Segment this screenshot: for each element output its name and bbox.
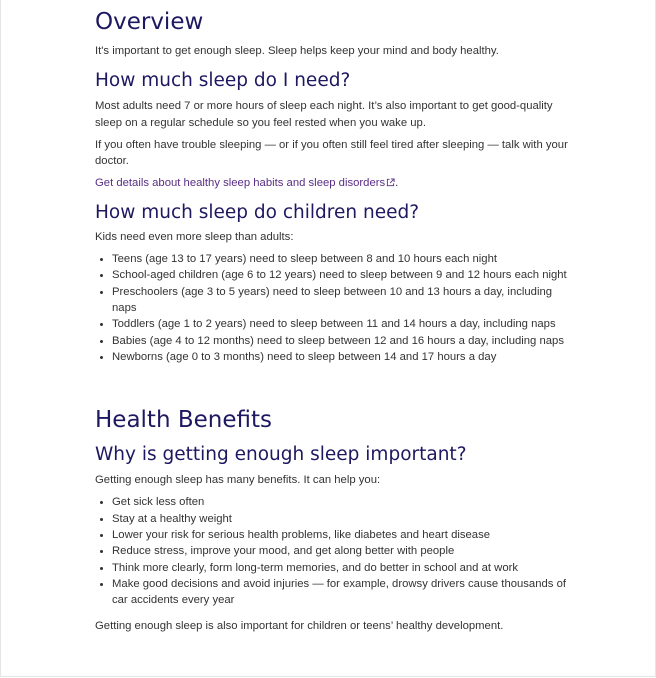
health-benefits-heading: Health Benefits (95, 407, 272, 434)
list-item: • School-aged children (age 6 to 12 years) need to sleep between 9 and 12 hours each night (112, 267, 575, 283)
list-item: • Make good decisions and avoid injuries — for example, drowsy drivers cause thousands of car accidents every year (112, 576, 575, 609)
sleep-habits-link-text: Get details about healthy sleep habits and sleep disorders (95, 177, 386, 190)
article-content (95, 0, 575, 634)
benefits-closing: Getting enough sleep is also important for children or teens’ healthy development. (95, 619, 504, 632)
list-item: • Toddlers (age 1 to 2 years) need to sleep between 11 and 14 hours a day, including naps (112, 316, 575, 332)
sleep-habits-link[interactable] (95, 177, 395, 189)
trouble-sleeping-paragraph: If you often have trouble sleeping — or if you often still feel tired after sleeping — talk with your doctor. (95, 138, 568, 168)
children-sleep-list (95, 251, 575, 365)
list-item: • Think more clearly, form long-term memories, and do better in school and at work (112, 560, 575, 576)
list-item: • Reduce stress, improve your mood, and get along better with people (112, 543, 575, 559)
list-item: • Newborns (age 0 to 3 months) need to sleep between 14 and 17 hours a day (112, 349, 575, 365)
overview-heading: Overview (95, 9, 204, 35)
adult-sleep-heading: How much sleep do I need? (95, 70, 351, 92)
adult-sleep-paragraph: Most adults need 7 or more hours of sleep each night. It’s also important to get good-quality sleep on a regular schedule so you feel rested when you wake up. (95, 100, 553, 129)
list-item: • Get sick less often (112, 494, 575, 510)
benefits-intro: Getting enough sleep has many benefits. It can help you: (95, 474, 381, 487)
link-period: . (395, 177, 399, 190)
list-item: • Babies (age 4 to 12 months) need to sleep between 12 and 16 hours a day, including naps (112, 333, 575, 349)
list-item: • Preschoolers (age 3 to 5 years) need to sleep between 10 and 13 hours a day, including naps (112, 284, 575, 317)
external-link-icon (386, 178, 395, 187)
benefits-list (95, 494, 575, 608)
overview-intro: It's important to get enough sleep. Sleep helps keep your mind and body healthy. (95, 45, 499, 57)
children-sleep-heading: How much sleep do children need? (95, 201, 420, 223)
children-sleep-intro: Kids need even more sleep than adults: (95, 230, 294, 243)
why-sleep-important-heading: Why is getting enough sleep important? (95, 444, 467, 466)
sleep-habits-link-line (95, 175, 575, 191)
list-item: • Teens (age 13 to 17 years) need to sleep between 8 and 10 hours each night (112, 251, 575, 267)
list-item: • Lower your risk for serious health problems, like diabetes and heart disease (112, 527, 575, 543)
list-item: • Stay at a healthy weight (112, 511, 575, 527)
